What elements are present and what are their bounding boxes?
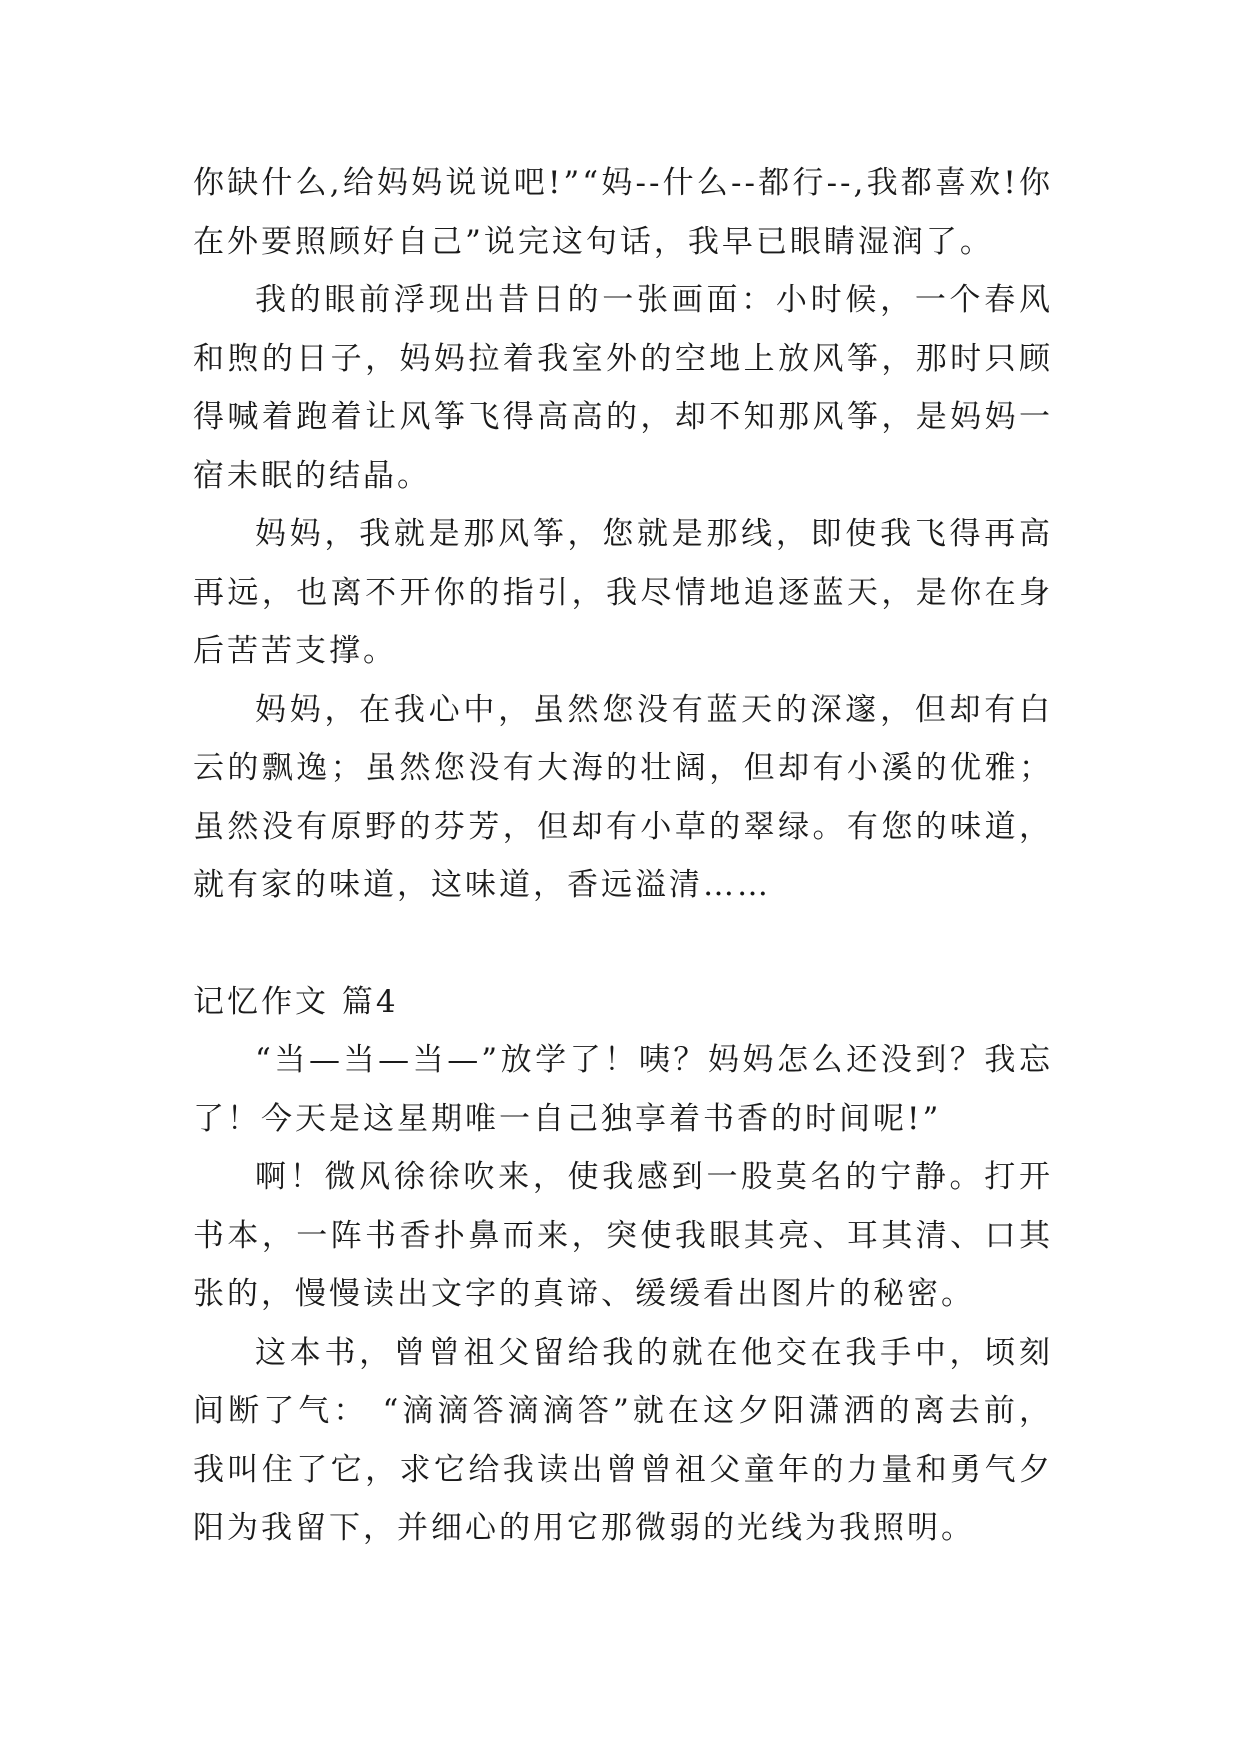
section-heading: 记忆作文 篇4 xyxy=(193,983,399,1020)
paragraph-mother-praise: 妈妈，在我心中，虽然您没有蓝天的深邃，但却有白云的飘逸；虽然您没有大海的壮阔，但却有小溪的优雅；虽然没有原野的芬芳，但却有小草的翠绿。有您的味道，就有家的味道，这味道，香远溢清…… xyxy=(193,691,1053,903)
paragraph-kite-memory: 我的眼前浮现出昔日的一张画面：小时候，一个春风和煦的日子，妈妈拉着我室外的空地上放风筝，那时只顾得喊着跑着让风筝飞得高高的，却不知那风筝，是妈妈一宿未眠的结晶。 xyxy=(193,282,1053,494)
paragraph-continuation: 你缺什么,给妈妈说说吧!”“妈--什么--都行--,我都喜欢!你在外要照顾好自己”说完这句话，我早已眼睛湿润了。 xyxy=(193,165,1053,260)
paragraph-kite-metaphor: 妈妈，我就是那风筝，您就是那线，即使我飞得再高再远，也离不开你的指引，我尽情地追逐蓝天，是你在身后苦苦支撑。 xyxy=(193,516,1053,669)
paragraph-school-bell: “当—当—当—”放学了！咦？妈妈怎么还没到？我忘了！今天是这星期唯一自己独享着书香的时间呢!” xyxy=(193,1042,1053,1137)
document-body xyxy=(193,154,1053,1558)
section-gap xyxy=(193,915,1053,973)
paragraph-breeze-book: 啊！微风徐徐吹来，使我感到一股莫名的宁静。打开书本，一阵书香扑鼻而来，突使我眼其亮、耳其清、口其张的，慢慢读出文字的真谛、缓缓看出图片的秘密。 xyxy=(193,1159,1053,1312)
paragraph-great-grandfather: 这本书，曾曾祖父留给我的就在他交在我手中，顷刻间断了气： “滴滴答滴滴答”就在这夕阳潇洒的离去前，我叫住了它，求它给我读出曾曾祖父童年的力量和勇气夕阳为我留下，并细心的用它那微弱的光线为我照明。 xyxy=(193,1334,1053,1546)
